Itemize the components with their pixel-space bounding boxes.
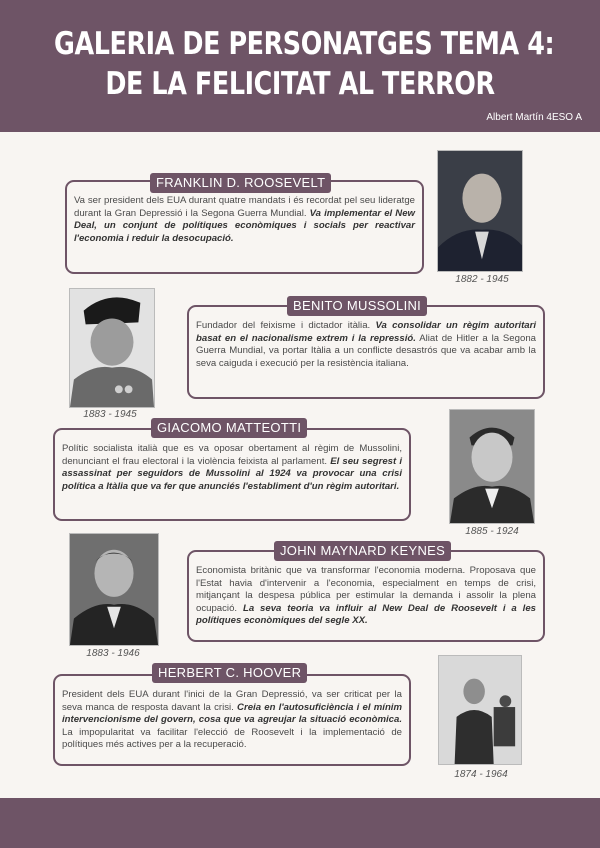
portrait-image [70,289,154,407]
dates-keynes: 1883 - 1946 [86,648,140,659]
card-text: Fundador del feixisme i dictador itàlia. Va consolidar un règim autoritari basat en el nacionalisme extrem i la repressió. Aliat de Hitler a la Segona Guerra Mundial, va portar Itàlia a un conflicte desastrós que va acabar amb la seva caiguda i execució per la resistència italiana. [196,320,536,369]
portrait-roosevelt [437,150,523,272]
card-hoover [53,674,411,766]
card-matteotti [53,428,411,521]
dates-roosevelt: 1882 - 1945 [455,274,509,285]
title-line-1: GALERIA DE PERSONATGES TEMA 4: [54,26,555,62]
portrait-hoover [438,655,522,765]
card-mussolini [187,305,545,399]
name-label-keynes: JOHN MAYNARD KEYNES [274,541,451,561]
portrait-matteotti [449,409,535,524]
portrait-keynes [69,533,159,646]
card-keynes [187,550,545,642]
header-banner [0,0,600,132]
title-line-2: DE LA FELICITAT AL TERROR [105,66,495,102]
card-text: Va ser president dels EUA durant quatre mandats i és recordat pel seu lideratge durant la Gran Depressió i la Segona Guerra Mundial. Va implementar el New Deal, un conjunt de polítiques econòmiques i socials per reactivar l'economia i reduir la desocupació. [74,195,416,244]
dates-mussolini: 1883 - 1945 [83,409,137,420]
card-roosevelt [65,180,424,274]
portrait-image [450,410,534,523]
name-label-hoover: HERBERT C. HOOVER [152,663,307,683]
card-text: Economista britànic que va transformar l'economia moderna. Proposava que l'Estat havia d'intervenir a l'economia, especialment en temps de crisi, mitjançant la despesa pública per estimular la demanda i assolir la plena ocupació. La seva teoria va influir al New Deal de Roosevelt i a les polítiques econòmiques del segle XX. [196,565,536,627]
portrait-image [70,534,158,645]
name-label-mussolini: BENITO MUSSOLINI [287,296,427,316]
dates-hoover: 1874 - 1964 [454,769,508,780]
footer-banner [0,798,600,848]
card-text: President dels EUA durant l'inici de la Gran Depressió, va ser criticat per la seva manca de resposta davant la crisi. Creia en l'autosuficiència i el mínim intervencionisme del govern, cosa que va agreujar la situació econòmica. La impopularitat va facilitar l'elecció de Roosevelt i la implementació de polítiques més actives per a la recuperació. [62,689,402,751]
name-label-roosevelt: FRANKLIN D. ROOSEVELT [150,173,331,193]
portrait-mussolini [69,288,155,408]
page-title [54,24,555,104]
author-name: Albert Martín 4ESO A [486,112,582,123]
portrait-image [439,656,521,764]
name-label-matteotti: GIACOMO MATTEOTTI [151,418,307,438]
card-text: Polític socialista italià que es va oposar obertament al règim de Mussolini, denunciant el frau electoral i la violència feixista al parlament. El seu segrest i assassinat per seguidors de Mussolini al 1924 va provocar una crisi política a Itàlia que va fer que anunciés l'establiment d'un règim autoritari. [62,443,402,492]
dates-matteotti: 1885 - 1924 [465,526,519,537]
portrait-image [438,151,522,271]
